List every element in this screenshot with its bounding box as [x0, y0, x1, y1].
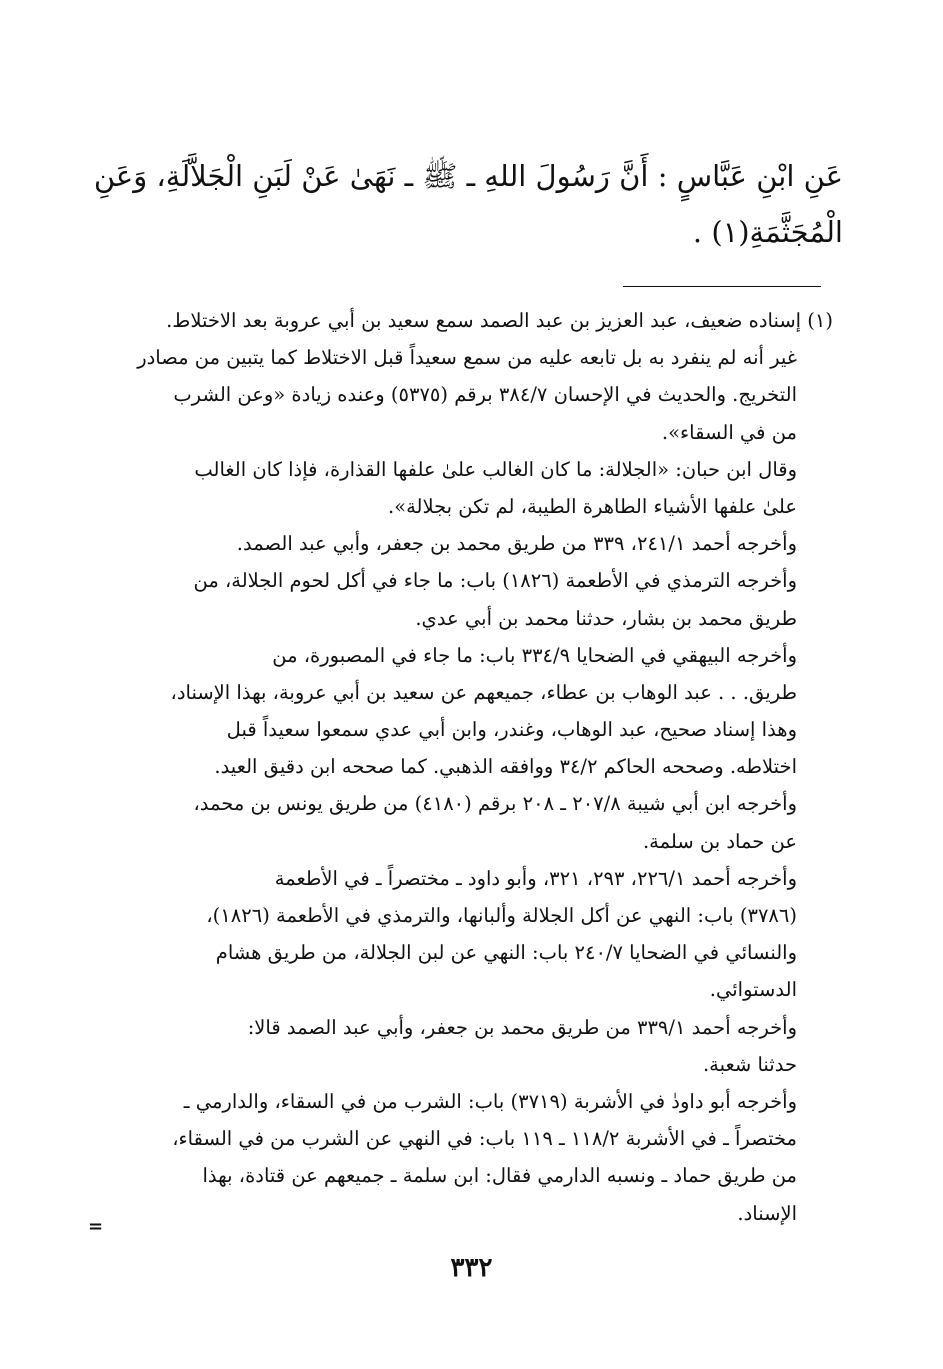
- footnote-line: غير أنه لم ينفرد به بل تابعه عليه من سمع سعيداً قبل الاختلاط كما يتبين من مصادر: [137, 346, 797, 370]
- footnotes: [92, 302, 833, 1232]
- footnote-line: وأخرجه البيهقي في الضحايا ٣٣٤/٩ باب: ما جاء في المصبورة، من: [272, 643, 797, 667]
- footnote-line: الإسناد.: [737, 1201, 797, 1225]
- footnote-line: (٣٧٨٦) باب: النهي عن أكل الجلالة وألبانها، والترمذي في الأطعمة (١٨٢٦)،: [206, 904, 797, 927]
- footnote-line: وأخرجه أحمد ٢٢٦/١، ٢٩٣، ٣٢١، وأبو داود ـ مختصراً ـ في الأطعمة: [274, 866, 797, 890]
- footnote-line: وأخرجه أحمد ٢٤١/١، ٣٣٩ من طريق محمد بن جعفر، وأبي عبد الصمد.: [236, 532, 797, 556]
- continuation-mark: =: [88, 1216, 104, 1237]
- footnote-divider: [623, 286, 821, 287]
- footnote-line: اختلاطه. وصححه الحاكم ٣٤/٢ ووافقه الذهبي. كما صححه ابن دقيق العيد.: [214, 755, 797, 779]
- page-number: ٣٣٢: [450, 1253, 493, 1283]
- footnote-line: من في السقاء».: [661, 420, 797, 444]
- footnote-line: وأخرجه الترمذي في الأطعمة (١٨٢٦) باب: ما جاء في أكل لحوم الجلالة، من: [193, 569, 797, 593]
- footnote-line: وهذا إسناد صحيح، عبد الوهاب، وغندر، وابن أبي عدي سمعوا سعيداً قبل: [226, 718, 797, 742]
- footnote-line: الدستوائي.: [709, 978, 797, 1002]
- footnote-line: وقال ابن حبان: «الجلالة: ما كان الغالب علىٰ علفها القذارة، فإذا كان الغالب: [194, 457, 797, 481]
- footnote-line: علىٰ علفها الأشياء الطاهرة الطيبة، لم تكن بجلالة».: [387, 494, 797, 518]
- footnote-line: والنسائي في الضحايا ٢٤٠/٧ باب: النهي عن لبن الجلالة، من طريق هشام: [215, 941, 797, 965]
- hadith-text: [93, 148, 843, 260]
- hadith-line-1: عَنِ ابْنِ عَبَّاسٍ : أَنَّ رَسُولَ اللهِ ـ ﷺ ـ نَهَىٰ عَنْ لَبَنِ الْجَلاَّلَةِ، وَعَنِ: [93, 159, 843, 193]
- footnote-line: طريق. . . عبد الوهاب بن عطاء، جميعهم عن سعيد بن أبي عروبة، بهذا الإسناد،: [170, 680, 797, 704]
- footnote-line: وأخرجه أبو داودٰ في الأشربة (٣٧١٩) باب: الشرب من في السقاء، والدارمي ـ: [183, 1089, 797, 1113]
- footnote-line: وأخرجه أحمد ٣٣٩/١ من طريق محمد بن جعفر، وأبي عبد الصمد قالا:: [247, 1015, 797, 1039]
- footnote-line: حدثنا شعبة.: [702, 1052, 797, 1076]
- footnote-line: من طريق حماد ـ ونسبه الدارمي فقال: ابن سلمة ـ جميعهم عن قتادة، بهذا: [202, 1164, 797, 1188]
- footnote-line: طريق محمد بن بشار، حدثنا محمد بن أبي عدي.: [415, 606, 797, 630]
- footnote-line: مختصراً ـ في الأشربة ١١٨/٢ ـ ١١٩ باب: في النهي عن الشرب من في السقاء،: [172, 1127, 797, 1151]
- footnote-line: وأخرجه ابن أبي شيبة ٢٠٧/٨ ـ ٢٠٨ برقم (٤١٨٠) من طريق يونس بن محمد،: [193, 792, 797, 816]
- footnote-line: عن حماد بن سلمة.: [642, 829, 797, 853]
- footnote-line: (١) إسناده ضعيف، عبد العزيز بن عبد الصمد سمع سعيد بن أبي عروبة بعد الاختلاط.: [166, 309, 833, 332]
- footnote-line: التخريج. والحديث في الإحسان ٣٨٤/٧ برقم (٥٣٧٥) وعنده زيادة «وعن الشرب: [173, 383, 797, 407]
- hadith-line-2: الْمُجَثَّمَةِ(١) .: [692, 215, 843, 249]
